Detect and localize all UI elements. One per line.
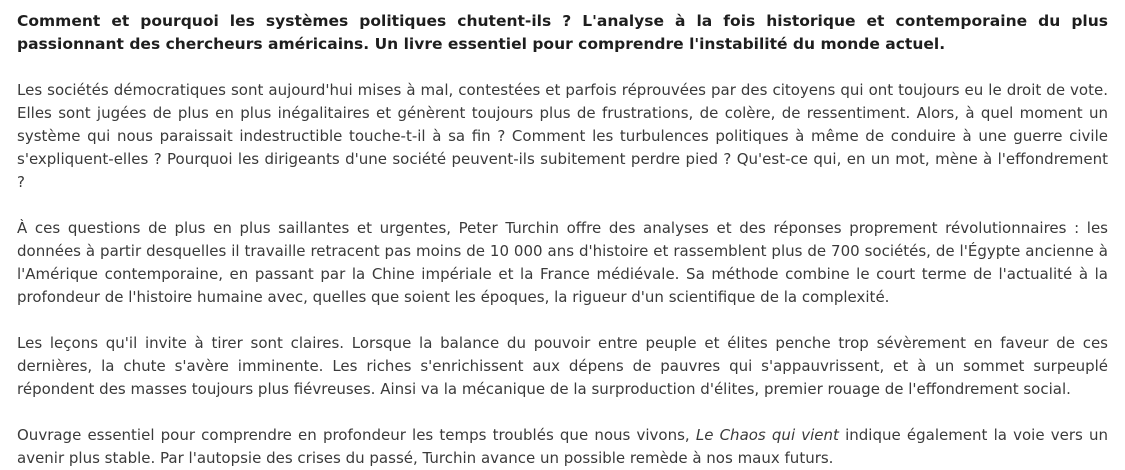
- paragraph-4-text-before-title: Ouvrage essentiel pour comprendre en profondeur les temps troublés que nous vivons,: [17, 426, 696, 444]
- book-description-paragraph-2: À ces questions de plus en plus saillantes et urgentes, Peter Turchin offre des analyses et des réponses proprement révolutionnaires : les données à partir desquelles il travaille retracent pas moins de 10 000 ans d'histoire et rassemblent plus de 700 sociétés, de l'Égypte ancienne à l'Amérique contemporaine, en passant par la Chine impériale et la France médiévale. Sa méthode combine le court terme de l'actualité à la profondeur de l'histoire humaine avec, quelles que soient les époques, la rigueur d'un scientifique de la complexité.: [17, 219, 1108, 306]
- book-description-paragraph-1: Les sociétés démocratiques sont aujourd'hui mises à mal, contestées et parfois réprouvées par des citoyens qui ont toujours eu le droit de vote. Elles sont jugées de plus en plus inégalitaires et génèrent toujours plus de frustrations, de colère, de ressentiment. Alors, à quel moment un système qui nous paraissait indestructible touche-t-il à sa fin ? Comment les turbulences politiques à même de conduire à une guerre civile s'expliquent-elles ? Pourquoi les dirigeants d'une société peuvent-ils subitement perdre pied ? Qu'est-ce qui, en un mot, mène à l'effondrement ?: [17, 81, 1108, 191]
- book-title-italic: Le Chaos qui vient: [695, 426, 839, 444]
- paragraph-4-text-after-title: indique également la voie vers un avenir plus stable. Par l'autopsie des crises du passé, Turchin avance un possible remède à nos maux futurs.: [17, 426, 1108, 467]
- book-description-paragraph-4: [17, 424, 1108, 470]
- book-description-paragraph-3: Les leçons qu'il invite à tirer sont claires. Lorsque la balance du pouvoir entre peuple et élites penche trop sévèrement en faveur de ces dernières, la chute s'avère imminente. Les riches s'enrichissent aux dépens de pauvres qui s'appauvrissent, et à un sommet surpeuplé répondent des masses toujours plus fiévreuses. Ainsi va la mécanique de la surproduction d'élites, premier rouage de l'effondrement social.: [17, 334, 1108, 398]
- book-description-headline: Comment et pourquoi les systèmes politiques chutent-ils ? L'analyse à la fois historique et contemporaine du plus passionnant des chercheurs américains. Un livre essentiel pour comprendre l'instabilité du monde actuel.: [17, 12, 1108, 53]
